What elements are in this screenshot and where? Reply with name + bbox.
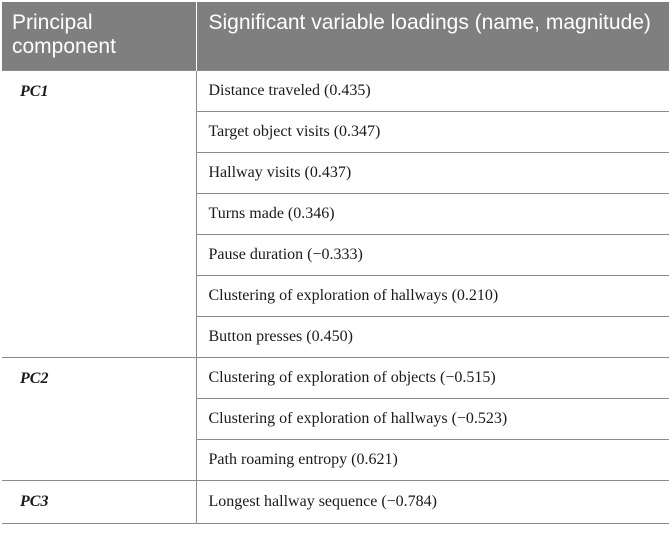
- loading-cell: Target object visits (0.347): [196, 111, 669, 152]
- pc2-label: PC2: [2, 357, 196, 480]
- loading-cell: Pause duration (−0.333): [196, 234, 669, 275]
- pc3-label: PC3: [2, 480, 196, 523]
- loading-cell: Path roaming entropy (0.621): [196, 439, 669, 480]
- header-principal-component: Principal component: [2, 2, 196, 70]
- table-body: [2, 70, 669, 523]
- table-row: [2, 357, 669, 398]
- loading-cell: Clustering of exploration of hallways (0.210): [196, 275, 669, 316]
- table-header: [2, 2, 669, 70]
- loading-cell: Turns made (0.346): [196, 193, 669, 234]
- pc1-label: PC1: [2, 70, 196, 357]
- header-variable-loadings: Significant variable loadings (name, magnitude): [196, 2, 669, 70]
- loading-cell: Clustering of exploration of objects (−0.515): [196, 357, 669, 398]
- table-row: [2, 70, 669, 111]
- table-row: [2, 480, 669, 523]
- pca-loadings-table: [2, 2, 669, 524]
- loading-cell: Hallway visits (0.437): [196, 152, 669, 193]
- loading-cell: Longest hallway sequence (−0.784): [196, 480, 669, 523]
- header-row: [2, 2, 669, 70]
- loading-cell: Distance traveled (0.435): [196, 70, 669, 111]
- loading-cell: Button presses (0.450): [196, 316, 669, 357]
- loading-cell: Clustering of exploration of hallways (−0.523): [196, 398, 669, 439]
